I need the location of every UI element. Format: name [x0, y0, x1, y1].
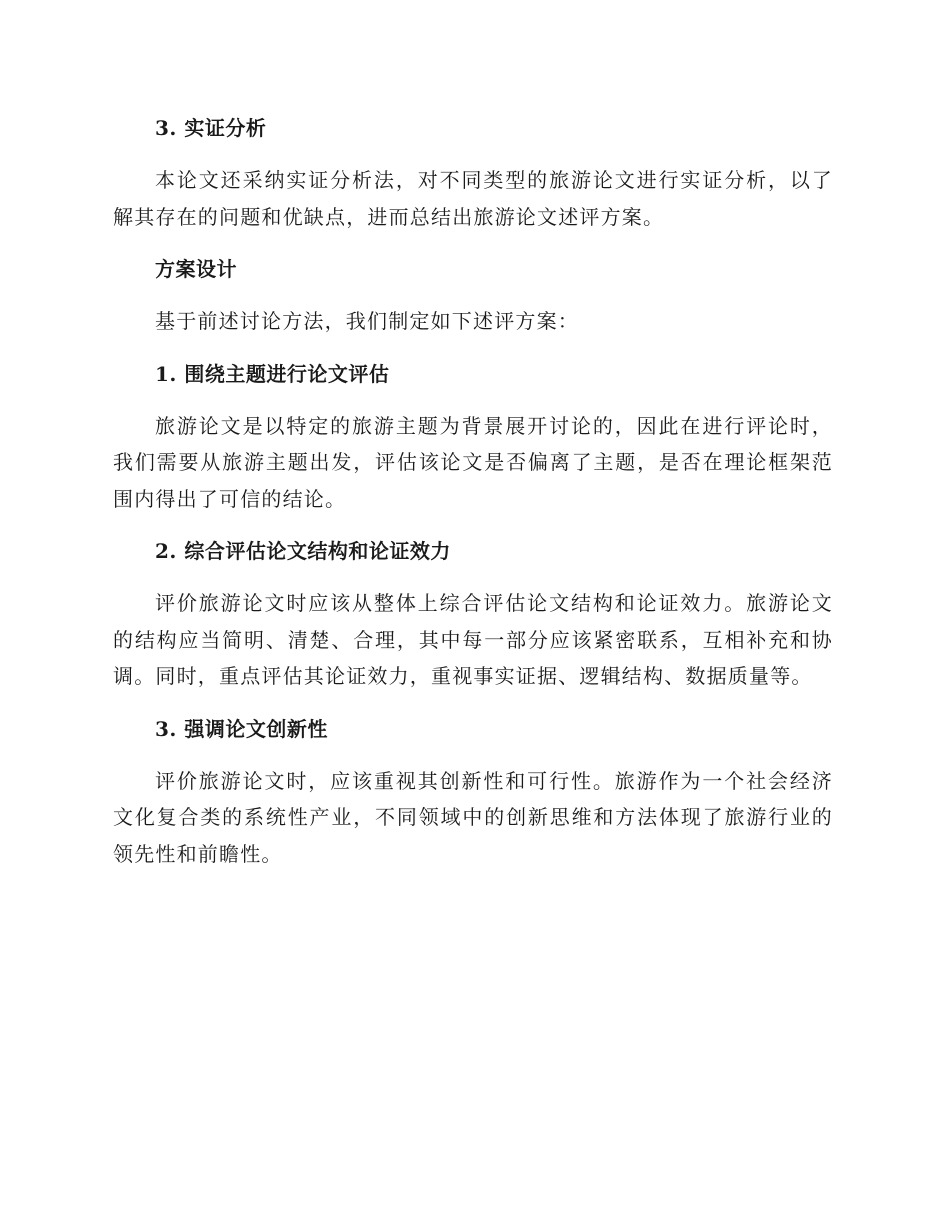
paragraph-topic-evaluation: 旅游论文是以特定的旅游主题为背景展开讨论的，因此在进行评论时，我们需要从旅游主题出发，评估该论文是否偏离了主题，是否在理论框架范围内得出了可信的结论。 [113, 413, 833, 511]
section-heading-plan-design: 方案设计 [155, 257, 237, 281]
paragraph-plan-design: 基于前述讨论方法，我们制定如下述评方案： [155, 309, 579, 333]
paragraph-innovation: 评价旅游论文时，应该重视其创新性和可行性。旅游作为一个社会经济文化复合类的系统性产业，不同领域中的创新思维和方法体现了旅游行业的领先性和前瞻性。 [113, 768, 833, 866]
section-heading-empirical-analysis: 3. 实证分析 [155, 116, 267, 140]
section-heading-structure-evaluation: 2. 综合评估论文结构和论证效力 [155, 539, 451, 563]
section-heading-topic-evaluation: 1. 围绕主题进行论文评估 [155, 361, 390, 386]
paragraph-empirical-analysis: 本论文还采纳实证分析法，对不同类型的旅游论文进行实证分析，以了解其存在的问题和优缺点，进而总结出旅游论文述评方案。 [113, 168, 833, 229]
section-heading-innovation: 3. 强调论文创新性 [155, 716, 328, 741]
paragraph-structure-evaluation: 评价旅游论文时应该从整体上综合评估论文结构和论证效力。旅游论文的结构应当简明、清楚、合理，其中每一部分应该紧密联系，互相补充和协调。同时，重点评估其论证效力，重视事实证据、逻辑结构、数据质量等。 [113, 591, 833, 688]
document-body [113, 110, 833, 872]
